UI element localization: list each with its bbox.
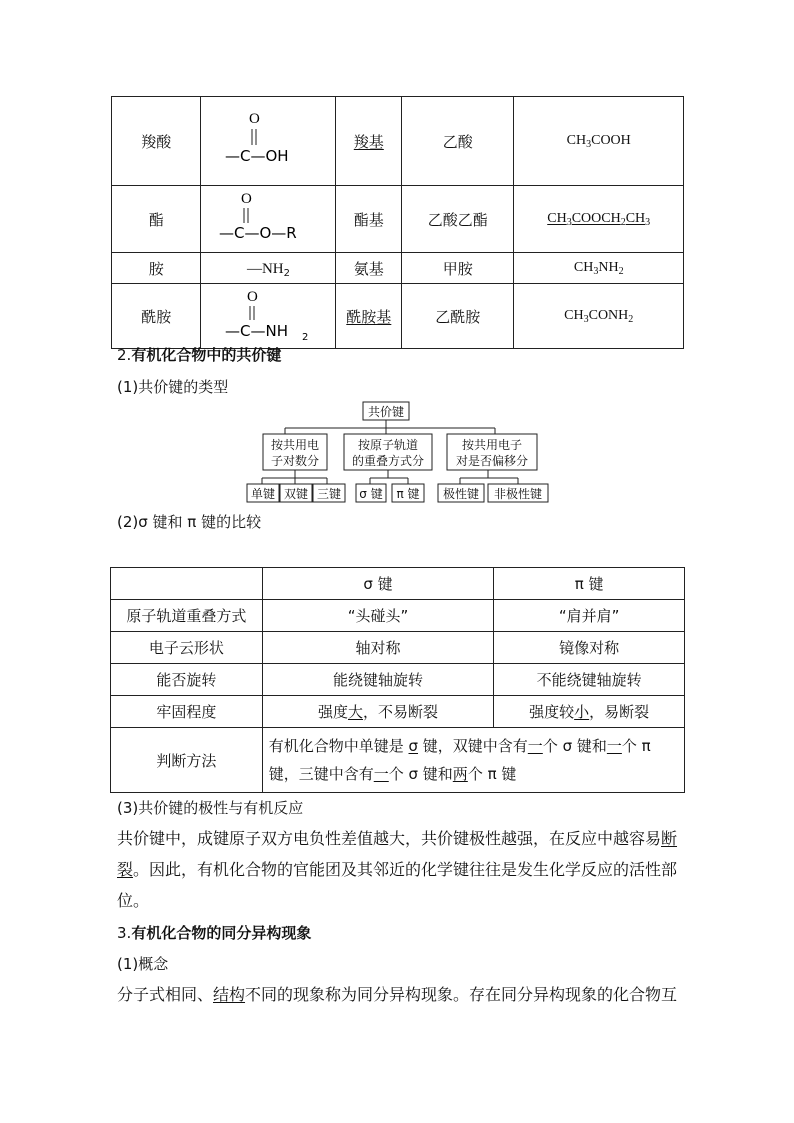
bond-classification-diagram [240,400,560,504]
example-formula: $CH_3COOCH_2CH_3$ [514,186,684,253]
table-row [112,97,684,186]
example-formula: $CH_3CONH_2$ [514,284,684,349]
diagram-leaf: 双键 [283,487,309,501]
diagram-cat1-line2: 子对数分 [270,454,320,468]
example-name: 乙酰胺 [402,284,514,349]
concept-paragraph: 分子式相同、结构不同的现象称为同分异构现象。存在同分异构现象的化合物互 [117,985,678,1004]
section-3-heading: 3.有机化合物的同分异构现象 [117,924,312,942]
amide-structure [201,284,335,344]
group-name: 羧基 [336,97,402,186]
structure-cell: $—NH_2$ [201,253,336,284]
method-text: 有机化合物中单键是 σ 键，双键中含有一个 σ 键和一个 π 键，三键中含有一个 σ 键和两个 π 键 [262,728,684,793]
subheading-bond-types: (1)共价键的类型 [117,378,229,396]
svg-text:—C—NH: —C—NH [225,322,289,340]
table-row: 原子轨道重叠方式 “头碰头” “肩并肩” [111,600,685,632]
table-row: 牢固程度 强度大，不易断裂 强度较小，易断裂 [111,696,685,728]
diagram-cat3-line1: 按共用电子 [461,438,523,452]
svg-text:O: O [241,191,253,207]
table-row [112,284,684,349]
example-formula: $CH_3COOH$ [514,97,684,186]
group-name: 酰胺基 [336,284,402,349]
example-name: 甲胺 [402,253,514,284]
table-row: 电子云形状 轴对称 镜像对称 [111,632,685,664]
example-name: 乙酸 [402,97,514,186]
subheading-concept: (1)概念 [117,955,169,973]
example-formula: $CH_3NH_2$ [514,253,684,284]
diagram-leaf: 三键 [316,487,342,501]
class-name: 胺 [112,253,201,284]
polarity-paragraph: 共价键中，成键原子双方电负性差值越大，共价键极性越强，在反应中越容易断 裂。因此，有机化合物的官能团及其邻近的化学键往往是发生化学反应的活性部 位。 [117,829,678,910]
table-row [112,253,684,284]
svg-text:O: O [247,289,259,305]
group-name: 酯基 [336,186,402,253]
ester-structure [201,186,335,248]
example-name: 乙酸乙酯 [402,186,514,253]
structure-cell [201,284,336,349]
class-name: 酰胺 [112,284,201,349]
structure-cell [201,97,336,186]
diagram-root: 共价键 [367,405,405,419]
class-name: 酯 [112,186,201,253]
table-header-row [111,568,685,600]
structure-bottom: —C—OH [225,147,290,165]
structure-top: O [249,111,261,127]
functional-group-table [111,96,684,349]
table-row: 能否旋转 能绕键轴旋转 不能绕键轴旋转 [111,664,685,696]
carboxyl-structure [201,97,335,181]
diagram-cat3-line2: 对是否偏移分 [455,454,529,468]
diagram-cat2-line2: 的重叠方式分 [351,454,425,468]
svg-text:—C—O—R: —C—O—R [219,224,298,242]
header-pi: π 键 [494,568,685,600]
svg-text:2: 2 [302,332,309,343]
diagram-leaf: 极性键 [442,487,480,501]
diagram-leaf: 非极性键 [493,487,543,501]
diagram-cat1-line1: 按共用电 [270,438,320,452]
diagram-leaf: 单键 [250,487,276,501]
diagram-leaf: σ 键 [359,487,383,501]
structure-cell [201,186,336,253]
section-2-heading: 2.有机化合物中的共价键 [117,346,282,364]
group-name: 氨基 [336,253,402,284]
diagram-cat2-line1: 按原子轨道 [357,438,419,452]
sigma-pi-table [110,567,685,793]
table-row [112,186,684,253]
header-sigma: σ 键 [262,568,494,600]
subheading-polarity: (3)共价键的极性与有机反应 [117,799,304,817]
class-name: 羧酸 [112,97,201,186]
diagram-leaf: π 键 [396,487,420,501]
subheading-sigma-pi: (2)σ 键和 π 键的比较 [117,513,262,531]
table-row: 判断方法 有机化合物中单键是 σ 键，双键中含有一个 σ 键和一个 π 键，三键中含有一个 σ 键和两个 π 键 [111,728,685,793]
